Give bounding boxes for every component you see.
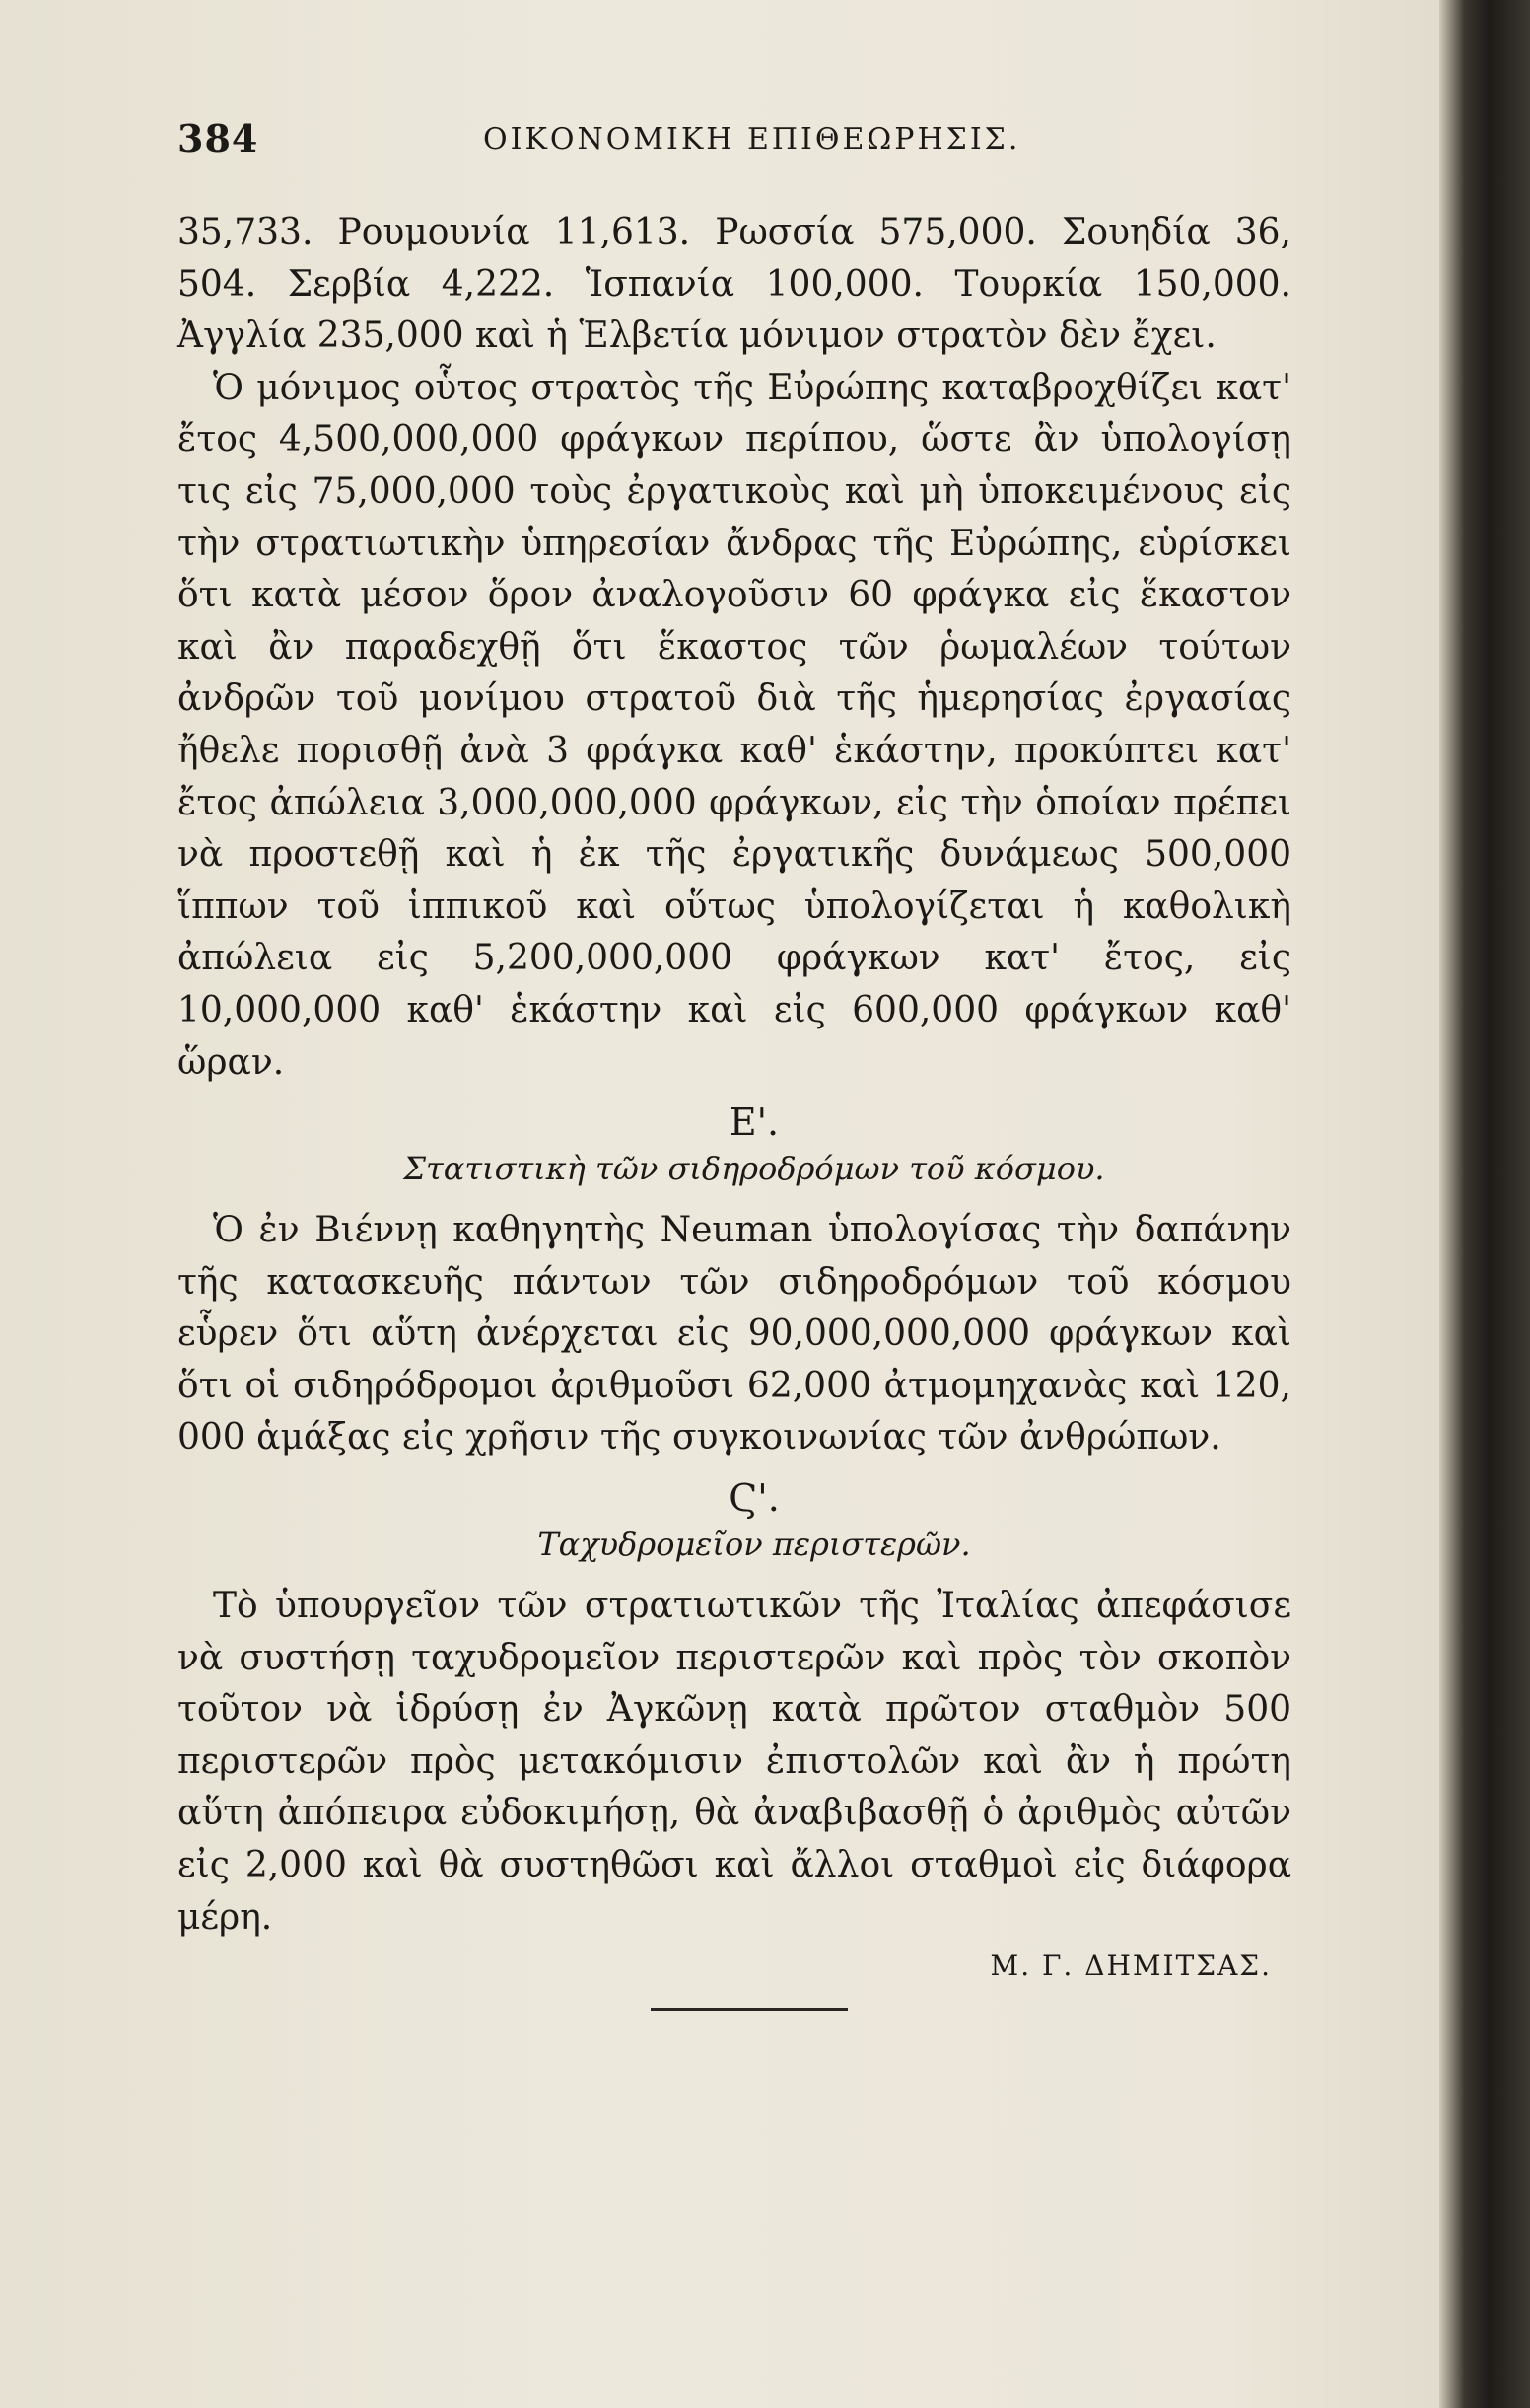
section-number-f: Ϛ'. [729, 1476, 780, 1521]
running-title: ΟΙΚΟΝΟΜΙΚΗ ΕΠΙΘΕΩΡΗΣΙΣ. [483, 122, 1021, 157]
closing-rule [651, 2008, 848, 2011]
section-title-railways: Στατιστικὴ τῶν σιδηροδρόμων τοῦ κόσμου. [403, 1150, 1105, 1188]
book-gutter [1439, 0, 1530, 2408]
paragraph-army-cost: Ὁ μόνιμος οὗτος στρατὸς τῆς Εὐρώπης καταβροχθίζει κατ' ἔτος 4,500,000,000 φράγκων περίπου, ὥστε ἂν ὑπολογίσῃ τις εἰς 75,000,000 τοὺς ἐργατικοὺς καὶ μὴ ὑποκειμένους εἰς τὴν στρατιωτικὴν ὑπηρεσίαν ἄνδρας τῆς Εὐρώπης, εὑρίσκει ὅτι κατὰ μέσον ὅρον ἀναλογοῦσιν 60 φράγκα εἰς ἕκαστον καὶ ἂν παραδεχθῇ ὅτι ἕκαστος τῶν ῥωμαλέων τούτων ἀνδρῶν τοῦ μονίμου στρατοῦ διὰ τῆς ἡμερησίας ἐργασίας ἤθελε πορισθῇ ἀνὰ 3 φράγκα καθ' ἑκάστην, προκύπτει κατ' ἔτος ἀπώλεια 3,000,000,000 φράγκων, εἰς τὴν ὁποίαν πρέπει νὰ προστεθῇ καὶ ἡ ἐκ τῆς ἐργατικῆς δυνάμεως 500,000 ἵππων τοῦ ἱππικοῦ καὶ οὕτως ὑπολογίζεται ἡ καθολικὴ ἀπώλεια εἰς 5,200,000,000 φράγκων κατ' ἔτος, εἰς 10,000,000 καθ' ἑκάστην καὶ εἰς 600,000 φράγκων καθ' ὥραν. [177, 367, 1291, 1083]
author-signature: Μ. Γ. ΔΗΜΙΤΣΑΣ. [990, 1949, 1272, 1983]
page-header [177, 108, 1291, 168]
paragraph-pigeon-post: Τὸ ὑπουργεῖον τῶν στρατιωτικῶν τῆς Ἰταλίας ἀπεφάσισε νὰ συστήσῃ ταχυδρομεῖον περιστερῶν καὶ πρὸς τὸν σκοπὸν τοῦτον νὰ ἱδρύσῃ ἐν Ἀγκῶνῃ κατὰ πρῶτον σταθμὸν 500 περιστερῶν πρὸς μετακόμισιν ἐπιστολῶν καὶ ἂν ἡ πρώτη αὕτη ἀπόπειρα εὐδοκιμήσῃ, θὰ ἀναβιβασθῇ ὁ ἀριθμὸς αὐτῶν εἰς 2,000 καὶ θὰ συστηθῶσι καὶ ἄλλοι σταθμοὶ εἰς διάφορα μέρη. [177, 1586, 1291, 1938]
paragraph-railways: Ὁ ἐν Βιέννῃ καθηγητὴς Neuman ὑπολογίσας τὴν δαπάνην τῆς κατασκευῆς πάντων τῶν σιδηροδρόμων τοῦ κόσμου εὗρεν ὅτι αὕτη ἀνέρχεται εἰς 90,000,000,000 φράγκων καὶ ὅτι οἱ σιδηρόδρομοι ἀριθμοῦσι 62,000 ἀτμομηχανὰς καὶ 120, 000 ἁμάξας εἰς χρῆσιν τῆς συγκοινωνίας τῶν ἀνθρώπων. [177, 1210, 1291, 1458]
paragraph-army-figures: 35,733. Ρουμουνία 11,613. Ρωσσία 575,000. Σουηδία 36, 504. Σερβία 4,222. Ἱσπανία 100,000. Τουρκία 150,000. Ἀγγλία 235,000 καὶ ἡ Ἑλβετία μόνιμον στρατὸν δὲν ἔχει. [177, 212, 1291, 357]
page-content [177, 108, 1291, 2011]
page-number: 384 [177, 116, 259, 161]
section-title-pigeon-post: Ταχυδρομεῖον περιστερῶν. [537, 1525, 971, 1564]
section-number-e: Ε'. [729, 1100, 780, 1145]
